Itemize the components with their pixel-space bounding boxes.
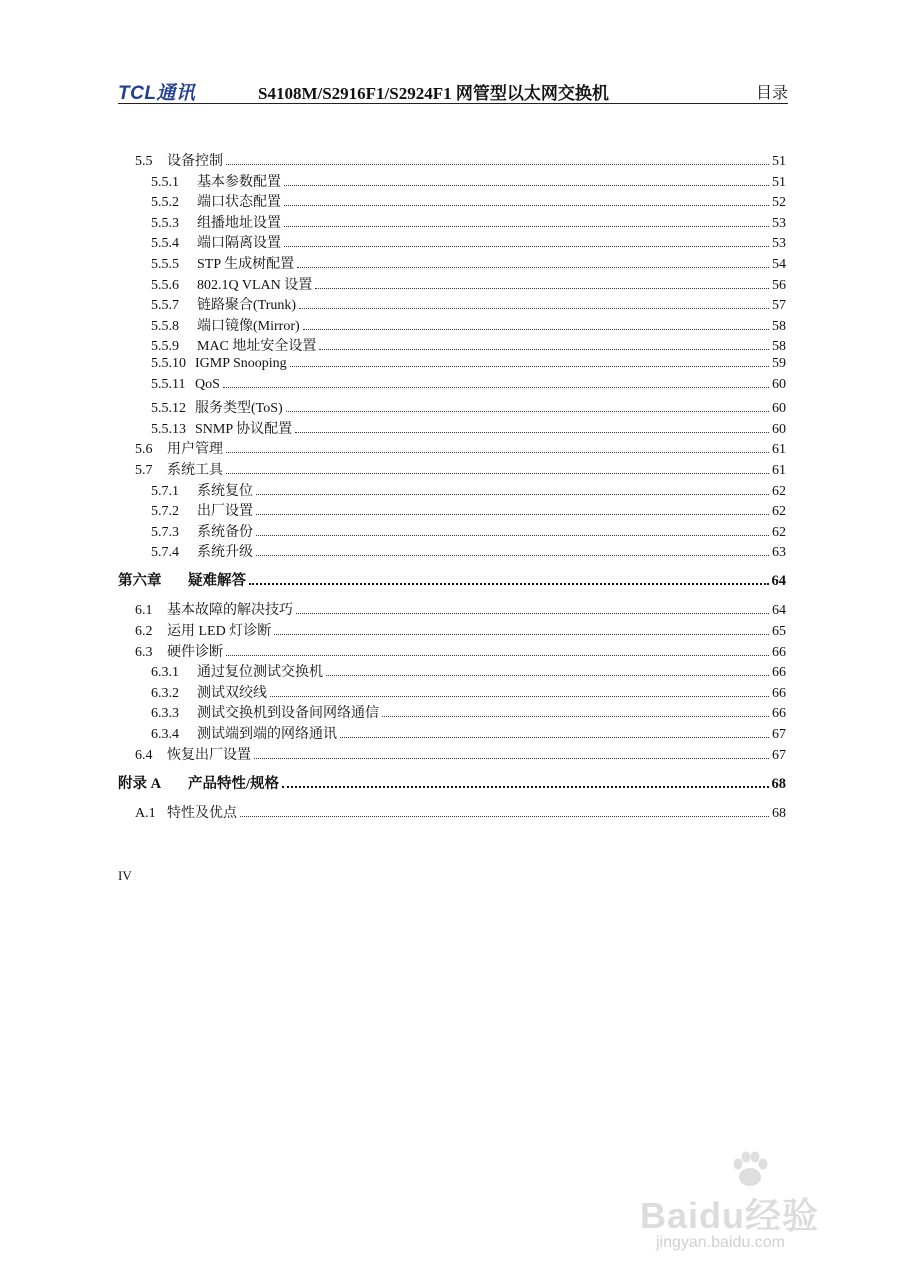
toc-title: 硬件诊断 [167,644,223,660]
dot-leader [296,613,769,614]
toc-title: 服务类型(ToS) [195,401,283,417]
dot-leader [315,288,769,289]
toc-title: 802.1Q VLAN 设置 [197,277,313,293]
toc-title: 系统复位 [197,483,253,499]
header-divider [118,103,788,104]
toc-page-number: 67 [772,747,786,763]
baidu-watermark [640,1150,860,1260]
toc-number: 5.5.9 [151,339,179,355]
dot-leader [340,737,769,738]
toc-title: 链路聚合(Trunk) [197,298,297,314]
toc-title: 通过复位测试交换机 [197,665,323,681]
toc-number: 5.5.10 [151,356,186,371]
toc-page-number: 64 [771,573,786,590]
toc-title: 系统工具 [167,463,223,478]
toc-entry[interactable] [151,521,786,541]
toc-page-number: 64 [772,603,786,619]
toc-title: 设备控制 [167,154,223,169]
dot-leader [249,583,769,585]
toc-title: MAC 地址安全设置 [197,339,317,355]
toc-number: 5.5.13 [151,421,186,437]
toc-number: 5.5.3 [151,215,179,231]
toc-entry[interactable] [151,723,786,743]
toc-number: 6.2 [135,624,153,639]
watermark-url: jingyan.baidu.com [656,1234,785,1251]
dot-leader [303,329,769,330]
toc-page-number: 58 [772,339,786,355]
toc-number: 6.3.1 [151,665,179,681]
toc-title: 端口隔离设置 [197,236,281,252]
toc-number: 5.6 [135,442,153,458]
toc-entry[interactable] [135,438,786,458]
toc-number: 5.7.2 [151,504,179,520]
dot-leader [226,655,769,656]
toc-title: STP 生成树配置 [197,257,295,272]
toc-title: 测试双绞线 [197,685,267,701]
toc-entry[interactable] [135,599,786,619]
dot-leader [284,246,769,247]
toc-entry[interactable] [151,661,786,681]
toc-page-number: 51 [772,174,786,190]
toc-entry[interactable] [151,232,786,252]
toc-page-number: 60 [772,421,786,437]
toc-entry[interactable] [151,335,786,355]
toc-number: 第六章 [118,573,162,590]
dot-leader [282,786,768,788]
toc-chapter[interactable] [118,569,786,590]
toc-number: 5.7.3 [151,524,179,540]
toc-number: 附录 A [118,775,162,792]
dot-leader [295,432,769,433]
dot-leader [290,366,769,367]
toc-page-number: 66 [772,665,786,681]
toc-number: 5.5.8 [151,318,179,334]
toc-entry[interactable] [135,641,786,661]
tcl-logo: TCL通讯 [118,83,196,104]
toc-entry[interactable] [135,802,786,822]
section-label: 目录 [755,85,788,102]
toc-entry[interactable] [151,274,786,294]
toc-title: 基本故障的解决技巧 [167,603,293,619]
toc-title: 用户管理 [167,442,223,458]
toc-entry[interactable] [151,356,786,372]
toc-page-number: 60 [772,401,786,417]
toc-number: 6.3.4 [151,727,179,742]
toc-number: 5.5.4 [151,236,179,252]
toc-number: 6.3 [135,644,153,660]
toc-page-number: 63 [772,545,786,561]
dot-leader [226,473,769,474]
dot-leader [299,308,769,309]
toc-number: 5.5.2 [151,195,179,211]
toc-page-number: 68 [771,775,786,792]
toc-page-number: 62 [772,504,786,520]
toc-title: 系统升级 [197,545,253,561]
toc-entry[interactable] [151,480,786,500]
toc-chapter[interactable] [118,772,786,793]
toc-title: SNMP 协议配置 [195,421,293,437]
dot-leader [240,816,769,817]
toc-entry[interactable] [151,541,786,561]
dot-leader [319,349,769,350]
toc-page-number: 62 [772,524,786,540]
toc-title: 出厂设置 [197,504,253,520]
toc-page-number: 66 [772,685,786,701]
toc-entry[interactable] [151,397,786,417]
toc-entry[interactable] [151,500,786,520]
toc-page-number: 66 [772,706,786,722]
toc-number: 5.7.1 [151,483,179,499]
toc-page-number: 65 [772,624,786,639]
toc-page-number: 61 [772,463,786,478]
toc-title: 组播地址设置 [197,215,281,231]
toc-number: 5.5.12 [151,401,186,417]
toc-title: 运用 LED 灯诊断 [167,624,272,639]
dot-leader [270,696,769,697]
dot-leader [284,205,769,206]
toc-title: 产品特性/规格 [188,775,280,792]
toc-entry[interactable] [151,212,786,232]
toc-page-number: 56 [772,277,786,293]
dot-leader [226,164,769,165]
toc-title: 端口状态配置 [197,195,281,211]
toc-entry[interactable] [151,315,786,335]
dot-leader [297,267,769,268]
toc-number: 6.3.3 [151,706,179,722]
toc-number: 5.5 [135,154,153,169]
toc-entry[interactable] [151,294,786,314]
dot-leader [274,634,769,635]
page-number: IV [118,868,132,883]
toc-title: 测试交换机到设备间网络通信 [197,706,379,722]
dot-leader [256,535,769,536]
toc-page-number: 51 [772,154,786,169]
watermark-brand: Baidu经验 [640,1195,820,1236]
dot-leader [256,494,769,495]
toc-number: 6.3.2 [151,685,179,701]
toc-entry[interactable] [151,253,786,273]
toc-number: 5.7.4 [151,545,179,561]
dot-leader [284,185,769,186]
toc-page-number: 57 [772,298,786,314]
toc-entry[interactable] [135,744,786,764]
toc-title: IGMP Snooping [195,356,287,371]
toc-entry[interactable] [151,682,786,702]
toc-number: 5.5.7 [151,298,179,314]
toc-entry[interactable] [151,377,786,393]
toc-entry[interactable] [151,171,786,191]
dot-leader [286,411,769,412]
toc-number: 5.5.5 [151,257,179,272]
toc-title: 端口镜像(Mirror) [197,318,300,334]
toc-page-number: 66 [772,644,786,660]
toc-page-number: 58 [772,318,786,334]
dot-leader [256,555,769,556]
dot-leader [326,675,769,676]
dot-leader [382,716,769,717]
toc-title: 系统备份 [197,524,253,540]
toc-title: 恢复出厂设置 [167,747,251,763]
toc-number: 6.1 [135,603,153,619]
toc-number: 6.4 [135,747,153,763]
dot-leader [254,758,769,759]
toc-entry[interactable] [135,620,786,640]
toc-page-number: 68 [772,805,786,821]
toc-number: 5.5.1 [151,174,179,190]
toc-page-number: 59 [772,356,786,371]
dot-leader [223,387,769,388]
toc-number: 5.7 [135,463,153,478]
page-header [118,76,788,102]
toc-page-number: 53 [772,215,786,231]
toc-title: QoS [195,376,220,392]
toc-entry[interactable] [151,702,786,722]
toc-entry[interactable] [135,150,786,170]
toc-page-number: 62 [772,483,786,499]
toc-title: 特性及优点 [167,805,237,821]
toc-page-number: 54 [772,257,786,272]
toc-page-number: 52 [772,195,786,211]
dot-leader [256,514,769,515]
dot-leader [284,226,769,227]
toc-page-number: 53 [772,236,786,252]
toc-entry[interactable] [135,459,786,479]
document-title: S4108M/S2916F1/S2924F1 网管型以太网交换机 [258,84,609,103]
toc-title: 疑难解答 [188,573,246,590]
toc-number: A.1 [135,805,156,821]
paw-icon [730,1150,770,1190]
toc-number: 5.5.11 [151,376,186,392]
toc-page-number: 67 [772,727,786,742]
dot-leader [226,452,769,453]
toc-page-number: 60 [772,376,786,392]
toc-entry[interactable] [151,418,786,438]
toc-page-number: 61 [772,442,786,458]
toc-entry[interactable] [151,191,786,211]
toc-number: 5.5.6 [151,277,179,293]
toc-title: 测试端到端的网络通讯 [197,727,337,742]
toc-title: 基本参数配置 [197,174,281,190]
